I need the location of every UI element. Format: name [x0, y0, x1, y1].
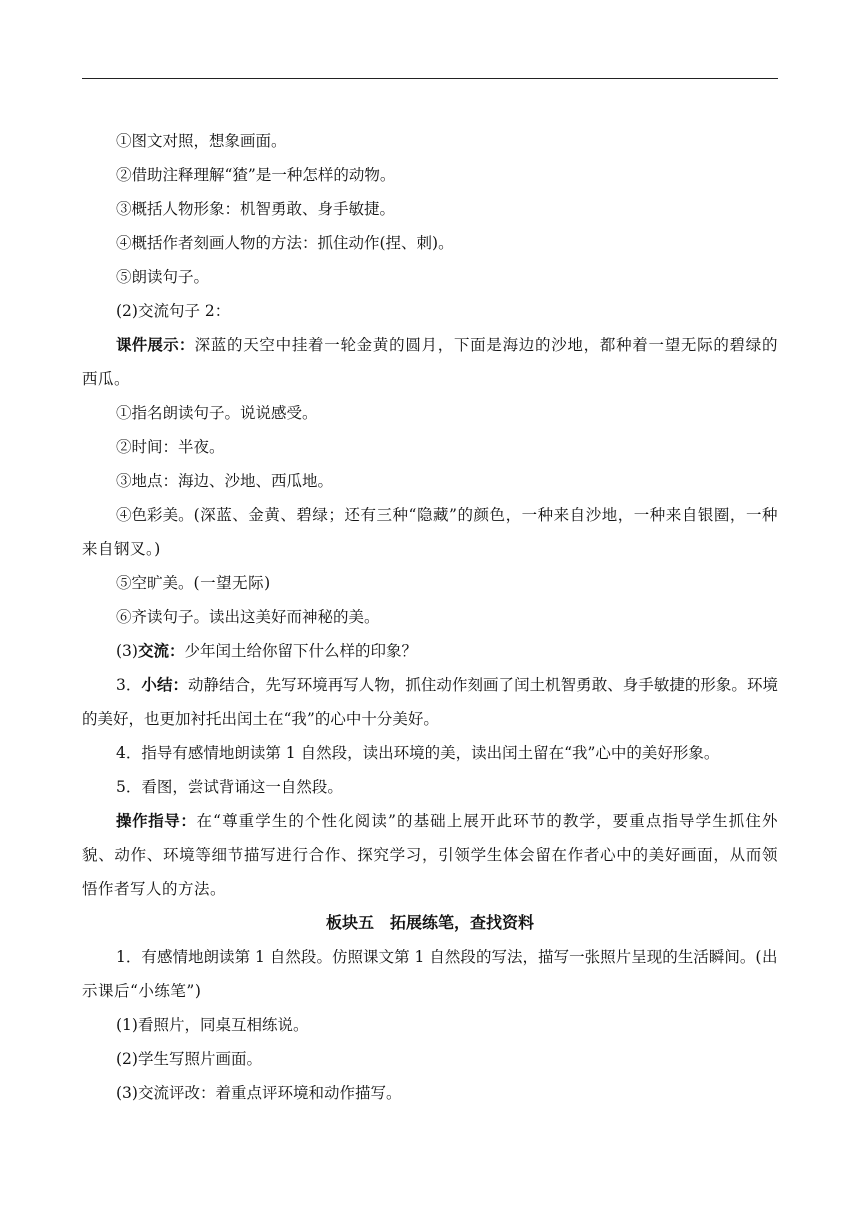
paragraph: 5．看图，尝试背诵这一自然段。	[116, 778, 343, 796]
paragraph	[82, 498, 778, 566]
paragraph: ③概括人物形象：机智勇敢、身手敏捷。	[116, 200, 396, 218]
paragraph: ⑤朗读句子。	[116, 268, 210, 286]
text-segment: 3．	[116, 676, 142, 694]
section-heading: 板块五 拓展练笔，查找资料	[325, 913, 534, 932]
text-segment: 1．有感情地朗读第 1 自然段。仿照课文第 1 自然段的写法，描写一张照片呈现的生活瞬间。	[116, 948, 756, 966]
paragraph	[82, 940, 778, 1008]
paragraph: (2)学生写照片画面。	[116, 1050, 262, 1068]
exchange-label: 交流：	[137, 642, 185, 660]
paragraph: ⑥齐读句子。读出这美好而神秘的美。	[116, 608, 380, 626]
guidance-paragraph	[82, 804, 778, 906]
text-segment: (深蓝、金黄、碧绿；还有三种“隐藏”的颜色，一种来自沙地，一种来自银圈，一种来自钢叉。)	[82, 506, 778, 558]
header-rule	[82, 78, 778, 79]
text-segment: ④色彩美。	[116, 506, 194, 524]
text-segment: 少年闰土给你留下什么样的印象？	[184, 642, 417, 660]
summary-paragraph	[82, 668, 778, 736]
text-segment: (一望无际)	[193, 574, 271, 592]
paragraph: (1)看照片，同桌互相练说。	[116, 1016, 309, 1034]
courseware-label: 课件展示：	[116, 336, 195, 354]
paragraph: 4．指导有感情地朗读第 1 自然段，读出环境的美，读出闰土留在“我”心中的美好形象。	[116, 744, 720, 762]
text-segment: (3)	[116, 642, 138, 660]
paragraph: ②借助注释理解“猹”是一种怎样的动物。	[116, 166, 396, 184]
paragraph	[82, 566, 778, 600]
summary-label: 小结：	[141, 676, 189, 694]
text-segment: ⑤空旷美。	[116, 574, 194, 592]
guidance-label: 操作指导：	[116, 812, 197, 830]
paragraph: ③地点：海边、沙地、西瓜地。	[116, 472, 334, 490]
text-segment: 动静结合，先写环境再写人物，抓住动作刻画了闰土机智勇敢、身手敏捷的形象。环境的美好，也更加衬托出闰土在“我”的心中十分美好。	[82, 676, 778, 728]
guidance-text: 在“尊重学生的个性化阅读”的基础上展开此环节的教学，要重点指导学生抓住外貌、动作、环境等细节描写进行合作、探究学习，引领学生体会留在作者心中的美好画面，从而领悟作者写人的方法。	[82, 812, 778, 898]
paragraph: ①图文对照，想象画面。	[116, 132, 287, 150]
text-segment: (出示课后“小练笔”)	[82, 948, 778, 1000]
courseware-paragraph	[82, 328, 778, 396]
paragraph: (3)交流评改：着重点评环境和动作描写。	[116, 1084, 402, 1102]
paragraph: ②时间：半夜。	[116, 438, 225, 456]
paragraph: ④概括作者刻画人物的方法：抓住动作(捏、刺)。	[116, 234, 454, 252]
paragraph: (2)交流句子 2：	[116, 302, 231, 320]
paragraph: ①指名朗读句子。说说感受。	[116, 404, 318, 422]
courseware-text: 深蓝的天空中挂着一轮金黄的圆月，下面是海边的沙地，都种着一望无际的碧绿的西瓜。	[82, 336, 778, 388]
document-body	[82, 124, 778, 1110]
paragraph	[82, 634, 778, 668]
